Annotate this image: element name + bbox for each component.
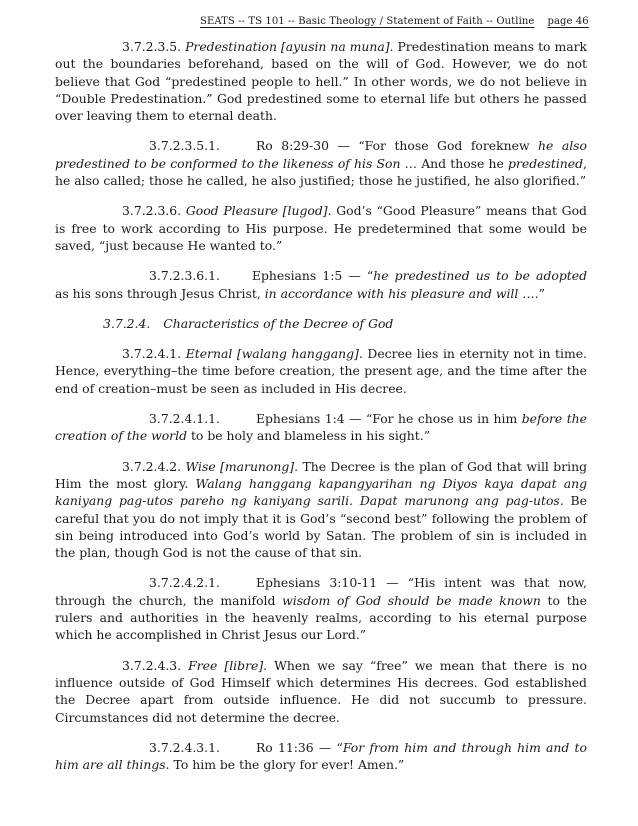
section-text: . The Decree is the plan of God that will bring Him the most glory. [55,458,587,491]
section-number: 3.7.2.3.6. [122,203,186,219]
scripture-text: Ephesians 1:4 — “For he chose us in him [255,411,522,427]
section-title: Characteristics of the Decree of God [163,315,394,331]
section-number: 3.7.2.4.1.1. [149,411,220,427]
scripture-text: , he also called; those he called, he also justified; those he justified, he also glorified.” [55,155,587,189]
scripture-emphasis: wisdom of God should be made known [282,592,541,608]
page-number: page 46 [547,16,589,27]
scripture-text: Ro 11:36 — “ [255,739,343,755]
scripture-text: … And those he [400,155,509,171]
section-number: 3.7.2.3.5. [122,39,186,54]
paragraph-ephesians-3-10 [55,574,587,643]
scripture-emphasis: he also predestined to be conformed to the likeness of his Son [55,138,587,171]
section-number: 3.7.2.4.2.1. [149,575,220,591]
scripture-text: to be holy and blameless in his sight.” [187,428,431,444]
paragraph-free [55,657,587,726]
scripture-text: Ro 8:29-30 — “For those God foreknew [255,138,539,154]
section-number: 3.7.2.4.3.1. [149,739,220,755]
scripture-emphasis: predestined [508,155,584,171]
section-text: . God’s “Good Pleasure” means that God is free to work according to His purpose. He predetermined that some would be saved, “just because He wanted to.” [55,203,587,253]
section-number: 3.7.2.4.2. [122,458,186,474]
paragraph-ephesians-1-4 [55,410,587,445]
scripture-text: Ephesians 1:5 — “ [251,268,374,284]
scripture-text: as his sons through Jesus Christ, [55,285,265,301]
section-title: Wise [marunong] [185,458,295,474]
section-number: 3.7.2.4.3. [122,657,189,673]
section-number: 3.7.2.3.5.1. [149,138,220,154]
section-title: Free [libre] [188,657,264,673]
scripture-emphasis: in accordance with his pleasure and will [264,285,519,301]
scripture-text: ….” [518,285,545,301]
paragraph-romans-11 [55,739,587,774]
subheading-characteristics [55,315,587,332]
paragraph-eternal [55,345,587,397]
scripture-text: to the rulers and authorities in the heavenly realms, according to his eternal purpose which he accomplished in Christ Jesus our Lord.” [55,592,587,643]
paragraph-romans-8 [55,137,587,189]
paragraph-predestination [55,38,587,124]
section-title: Predestination [ayusin na muna] [185,39,390,54]
paragraph-wise [55,458,587,562]
paragraph-good-pleasure [55,202,587,254]
section-text: . Predestination means to mark out the boundaries beforehand, based on the will of God. However, we do not believe that God “predestined people to hell.” In other words, we do not believe in “Double Predestination.” God predestined some to eternal life but others he passed over leaving them to eternal death. [55,39,588,124]
section-title: Eternal [walang hanggang] [185,346,359,362]
scripture-emphasis: he predestined us to be adopted [373,268,588,284]
section-text: . When we say “free” we mean that there is no influence outside of God Himself which determines His decrees. God established the Decree apart from outside influence. He did not succumb to pressure. Circumstances did not determine the decree. [55,657,587,725]
running-header [200,16,596,27]
scripture-text: Ephesians 3:10-11 — “His intent was that now, through the church, the manifold [55,575,587,608]
section-title: Good Pleasure [lugod] [185,203,328,219]
section-text: . Be careful that you do not imply that it is God’s “second best” following the problem of sin being introduced into God’s world by Satan. The problem of sin is included in the plan, though God is not the cause of that sin. [55,493,587,561]
section-text: . Decree lies in eternity not in time. Hence, everything–the time before creation, the present age, and the time after the end of creation–must be seen as included in His decree. [55,346,587,396]
section-number: 3.7.2.4.1. [122,346,186,362]
header-title: SEATS -- TS 101 -- Basic Theology / Statement of Faith -- Outline [200,16,535,27]
scripture-emphasis: before the creation of the world [55,411,587,444]
scripture-emphasis: For from him and through him and to him are all things [55,739,587,773]
scripture-text: . To him be the glory for ever! Amen.” [165,757,405,773]
section-number: 3.7.2.4. [103,315,151,331]
tagalog-text: Walang hanggang kapangyarihan ng Diyos kaya dapat ang kaniyang pag-utos pareho ng kaniyang sarili. Dapat marunong ang pag-utos [55,475,587,509]
paragraph-ephesians-1-5 [55,267,587,302]
section-number: 3.7.2.3.6.1. [149,268,220,284]
document-body [55,38,587,786]
